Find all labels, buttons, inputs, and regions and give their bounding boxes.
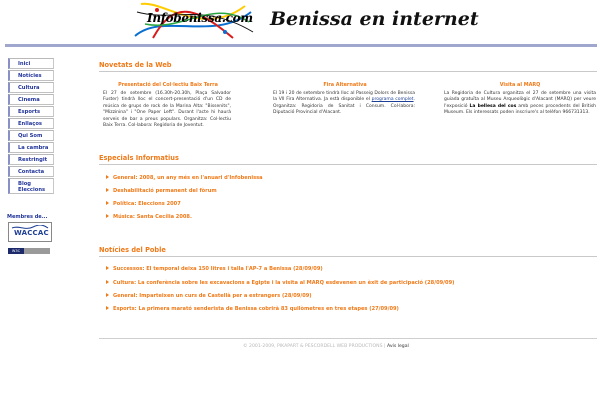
noticies-item[interactable] <box>106 306 399 312</box>
members-label: Membres de... <box>7 214 48 220</box>
noticies-item[interactable] <box>106 293 312 299</box>
sidebar-item-enllacos[interactable]: Enllaços <box>8 118 54 129</box>
waccac-label: WACCAC <box>14 229 49 237</box>
bullet-arrow-icon <box>106 306 109 310</box>
w3c-badge-label: W3C <box>8 248 24 254</box>
sidebar-item-esports[interactable]: Esports <box>8 106 54 117</box>
column-body-fira-alternativa <box>273 91 415 117</box>
bullet-arrow-icon <box>106 175 109 179</box>
bullet-arrow-icon <box>106 201 109 205</box>
section-divider <box>99 256 597 257</box>
sidebar-item-contacta[interactable]: Contacta <box>8 166 54 177</box>
noticies-item[interactable] <box>106 280 454 286</box>
especials-item-label: General: 2008, un any més en l'anuari d'Infobenissa <box>113 175 263 181</box>
especials-item-label: Deshabilitació permanent del fòrum <box>113 188 217 194</box>
sidebar-item-noticies[interactable]: Notícies <box>8 70 54 81</box>
section-title-novetats: Novetats de la Web <box>99 61 172 69</box>
sidebar-item-blog-eleccions[interactable]: Blog Eleccions <box>8 178 54 194</box>
section-divider <box>99 164 597 165</box>
marq-text-1: La Regidoria de Cultura organitza el 27 de setembre una visita guiada gratuïta al Museu Arqueològic d'Alacant (MARQ) per veure l'exposició <box>444 91 596 109</box>
column-heading-fira-alternativa[interactable]: Fira Alternativa <box>323 82 367 88</box>
noticies-item-label: Esports: La primera marató senderista de Benissa cobrirà 83 quilòmetres en tres etapes (27/09/09) <box>113 306 399 312</box>
especials-item-label: Música: Santa Cecília 2008. <box>113 214 192 220</box>
marq-exhibition-name: La bellesa del cos <box>469 103 517 109</box>
sidebar-item-qui-som[interactable]: Qui Som <box>8 130 54 141</box>
top-divider-bar <box>5 44 597 47</box>
logo-text: Infobenissa.com <box>147 11 253 25</box>
noticies-item-label: General: Imparteixen un curs de Castellà per a estrangers (28/09/09) <box>113 293 312 299</box>
noticies-item-label: Successos: El temporal deixa 150 litres i talla l'AP-7 a Benissa (28/09/09) <box>113 266 323 272</box>
fira-text-2: . Organitza: Regidoria de Sanitat i Consum. Col·labora: Diputació Provincial d'Alacant. <box>273 97 415 116</box>
section-title-noticies: Notícies del Poble <box>99 246 166 254</box>
sidebar-item-inici[interactable]: Inici <box>8 58 54 69</box>
legal-notice-link[interactable]: Avís legal <box>386 344 409 349</box>
especials-item[interactable] <box>106 214 192 220</box>
footer <box>243 344 409 349</box>
sidebar-item-restringit[interactable]: Restringit <box>8 154 54 165</box>
especials-item[interactable] <box>106 175 263 181</box>
especials-item-label: Política: Eleccions 2007 <box>113 201 181 207</box>
column-heading-baix-terra[interactable]: Presentació del Col·lectiu Baix Terra <box>118 82 218 88</box>
noticies-item-label: Cultura: La conferència sobre les excavacions a Egipte i la visita al MARQ esdevenen un èxit de participació (28/09/09) <box>113 280 455 286</box>
column-heading-visita-marq[interactable]: Visita al MARQ <box>499 82 541 88</box>
sidebar-nav <box>8 58 56 195</box>
column-body-visita-marq <box>444 91 596 117</box>
waccac-badge[interactable] <box>8 222 52 242</box>
header <box>0 0 600 44</box>
footer-copyright: © 2001-2009, PIKAPART & PESCORDELL WEB PRODUCTIONS | <box>243 344 387 349</box>
footer-divider <box>99 338 597 339</box>
w3c-badge[interactable] <box>8 248 50 254</box>
column-body-baix-terra: El 27 de setembre (16.30h-20.30h, Plaça Salvador Fuster) tindrà lloc el concert-presentació d'un CD de música de grups de rock de la Marina Alta: "Bissenits", "Mizzinina" i "One Paper Left". Durant l'acte hi haurà serveis de bar a preus populars. Organitza: Col·lectiu Baix Terra. Col·labora: Regidoria de Joventut. <box>103 91 231 129</box>
noticies-item[interactable] <box>106 266 323 272</box>
marq-text-2: amb peces procedents del British Museum. Els interessats poden inscriure's al telèfon 966731313. <box>444 103 597 116</box>
programa-complet-link[interactable]: programa complet <box>371 97 414 103</box>
bullet-arrow-icon <box>106 266 109 270</box>
bullet-arrow-icon <box>106 280 109 284</box>
section-divider <box>99 71 597 72</box>
site-logo[interactable] <box>133 2 255 40</box>
bullet-arrow-icon <box>106 293 109 297</box>
bullet-arrow-icon <box>106 188 109 192</box>
sidebar-item-la-cambra[interactable]: La cambra <box>8 142 54 153</box>
especials-item[interactable] <box>106 188 217 194</box>
sidebar-item-cinema[interactable]: Cinema <box>8 94 54 105</box>
bullet-arrow-icon <box>106 214 109 218</box>
sidebar-item-cultura[interactable]: Cultura <box>8 82 54 93</box>
section-title-especials: Especials Informatius <box>99 154 179 162</box>
site-title: Benissa en internet <box>270 8 479 30</box>
fira-text-1: El 19 i 20 de setembre tindrà lloc al Passeig Dolors de Benissa la VII Fira Alternativa. Ja està disponible el <box>273 91 415 103</box>
especials-item[interactable] <box>106 201 181 207</box>
